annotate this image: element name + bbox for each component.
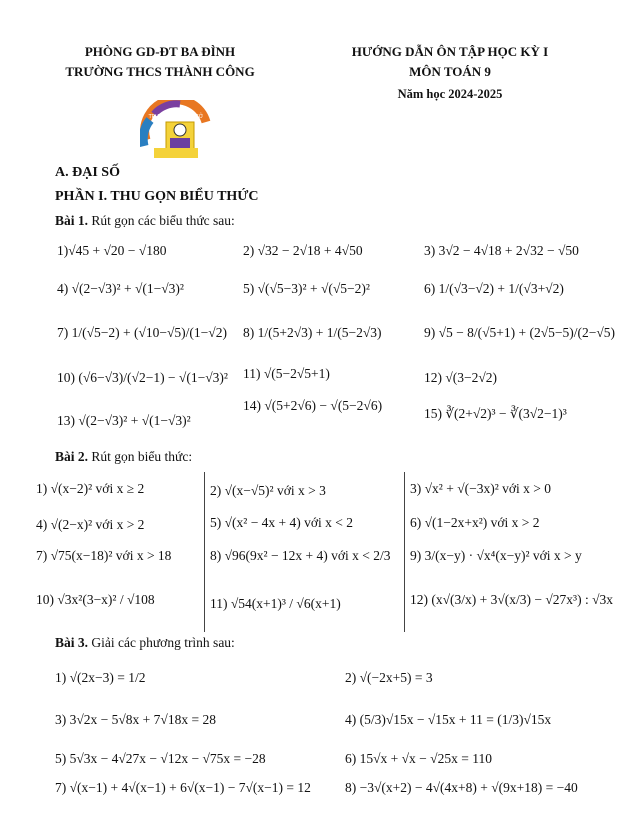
logo-text: TRƯỜNG HỌC CƠ SỞ	[148, 114, 204, 120]
bai2-item-12: 12) (x√(3/x) + 3√(x/3) − √27x³) : √3x	[410, 592, 614, 607]
bai1-item-11: 11) √(5−2√5+1)	[243, 366, 330, 381]
bai3-item-5: 5) 5√3x − 4√27x − √12x − √75x = −28	[55, 751, 266, 766]
dept-name: PHÒNG GD-ĐT BA ĐÌNH	[84, 44, 236, 59]
bai1-item-12: 12) √(3−2√2)	[424, 370, 498, 385]
bai2-item-1: 1) √(x−2)² với x ≥ 2	[36, 481, 145, 496]
bai1-heading	[55, 213, 235, 229]
school-logo	[140, 100, 212, 162]
bai2-text: Rút gọn biểu thức:	[91, 449, 193, 464]
bai3-item-3: 3) 3√2x − 5√8x + 7√18x = 28	[55, 712, 216, 727]
bai3-item-7: 7) √(x−1) + 4√(x−1) + 6√(x−1) − 7√(x−1) = 12	[55, 780, 311, 795]
subject: MÔN TOÁN 9	[409, 64, 491, 79]
bai1-item-13: 13) √(2−√3)² + √(1−√3)²	[57, 413, 191, 428]
bai1-item-3: 3) 3√2 − 4√18 + 2√32 − √50	[424, 243, 579, 258]
bai1-item-6: 6) 1/(√3−√2) + 1/(√3+√2)	[424, 281, 564, 296]
bai2-item-6: 6) √(1−2x+x²) với x > 2	[410, 515, 540, 530]
doc-title: HƯỚNG DẪN ÔN TẬP HỌC KỲ I	[351, 44, 549, 59]
bai2-heading	[55, 449, 192, 465]
bai1-item-4: 4) √(2−√3)² + √(1−√3)²	[57, 281, 184, 296]
column-divider-1	[204, 472, 205, 632]
bai2-item-7: 7) √75(x−18)² với x > 18	[36, 548, 172, 563]
bai2-item-3: 3) √x² + √(−3x)² với x > 0	[410, 481, 552, 496]
bai1-item-10: 10) (√6−√3)/(√2−1) − √(1−√3)²	[57, 370, 228, 385]
bai1-item-14: 14) √(5+2√6) − √(5−2√6)	[243, 398, 383, 413]
bai2-item-8: 8) √96(9x² − 12x + 4) với x < 2/3	[210, 548, 391, 563]
column-divider-2	[404, 472, 405, 632]
section-a-title: A. ĐẠI SỐ	[55, 165, 120, 180]
bai2-item-11: 11) √54(x+1)³ / √6(x+1)	[210, 596, 341, 611]
bai1-item-1: 1)√45 + √20 − √180	[57, 243, 167, 258]
bai1-item-15: 15) ∛(2+√2)³ − ∛(3√2−1)³	[424, 406, 567, 421]
bai3-item-1: 1) √(2x−3) = 1/2	[55, 670, 146, 685]
bai3-label: Bài 3.	[55, 635, 89, 650]
bai2-label: Bài 2.	[55, 449, 89, 464]
bai2-item-5: 5) √(x² − 4x + 4) với x < 2	[210, 515, 354, 530]
school-name: TRƯỜNG THCS THÀNH CÔNG	[65, 64, 255, 79]
bai3-item-2: 2) √(−2x+5) = 3	[345, 670, 433, 685]
bai1-item-8: 8) 1/(5+2√3) + 1/(5−2√3)	[243, 325, 382, 340]
bai3-heading	[55, 635, 235, 651]
bai2-item-4: 4) √(2−x)² với x > 2	[36, 517, 145, 532]
school-year: Năm học 2024-2025	[397, 87, 503, 101]
bai1-text: Rút gọn các biểu thức sau:	[91, 213, 235, 228]
bai1-item-7: 7) 1/(√5−2) + (√10−√5)/(1−√2)	[57, 325, 227, 340]
bai3-text: Giải các phương trình sau:	[91, 635, 235, 650]
bai3-item-4: 4) (5/3)√15x − √15x + 11 = (1/3)√15x	[345, 712, 552, 727]
bai1-item-9: 9) √5 − 8/(√5+1) + (2√5−5)/(2−√5)	[424, 325, 616, 340]
bai2-item-9: 9) 3/(x−y) · √x⁴(x−y)² với x > y	[410, 548, 582, 563]
bai1-label: Bài 1.	[55, 213, 89, 228]
bai2-item-10: 10) √3x²(3−x)² / √108	[36, 592, 155, 607]
bai1-item-5: 5) √(√5−3)² + √(√5−2)²	[243, 281, 370, 296]
bai3-item-8: 8) −3√(x+2) − 4√(4x+8) + √(9x+18) = −40	[345, 780, 578, 795]
bai1-item-2: 2) √32 − 2√18 + 4√50	[243, 243, 363, 258]
bai3-item-6: 6) 15√x + √x − √25x = 110	[345, 751, 492, 766]
bai2-item-2: 2) √(x−√5)² với x > 3	[210, 483, 326, 498]
part-1-title: PHẦN I. THU GỌN BIỂU THỨC	[55, 189, 259, 204]
